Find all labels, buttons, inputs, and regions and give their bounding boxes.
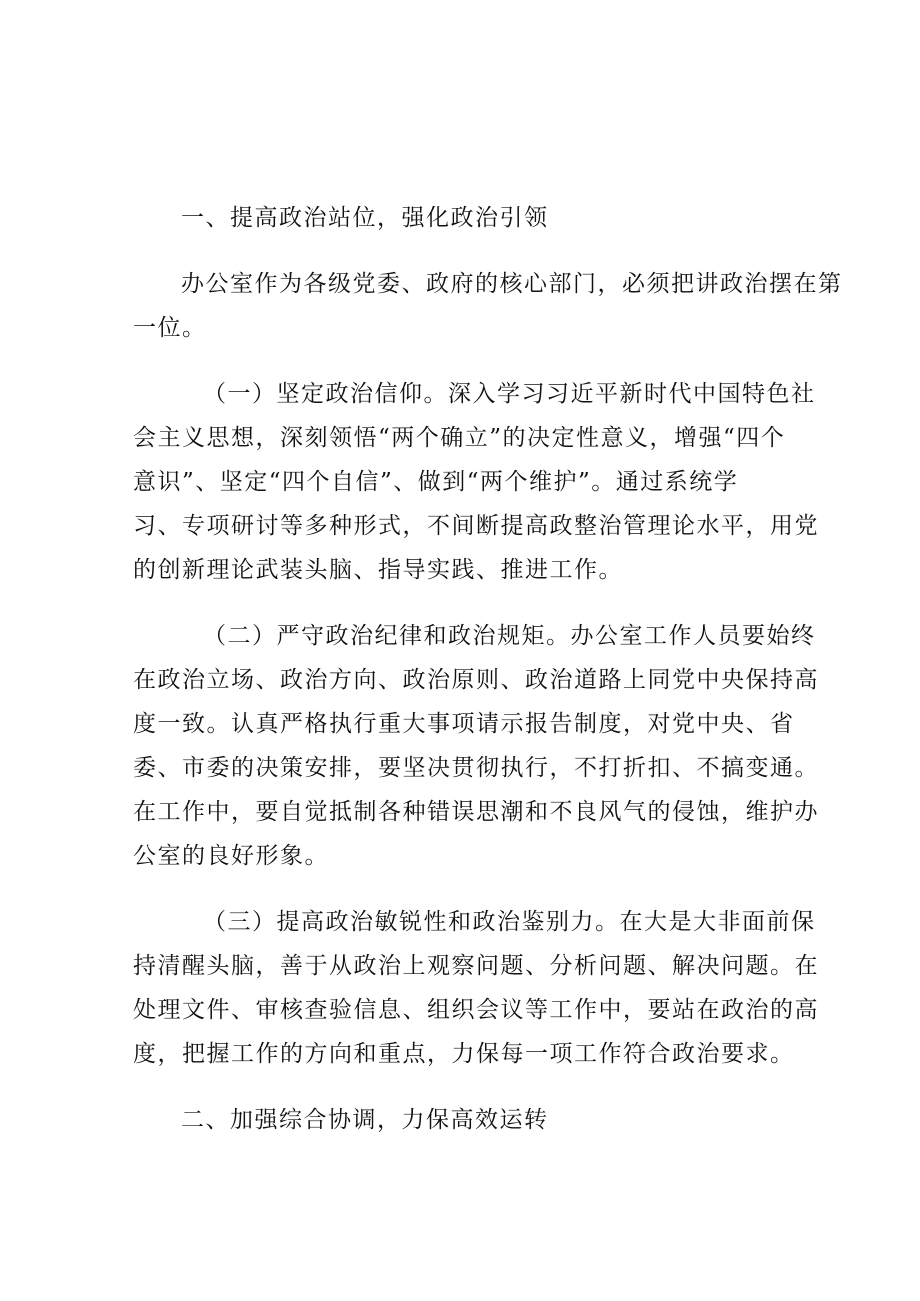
paragraph-line: 持清醒头脑，善于从政治上观察问题、分析问题、解决问题。在: [133, 953, 819, 979]
intro-paragraph: [133, 262, 843, 350]
paragraph-line: 会主义思想，深刻领悟“两个确立”的决定性意义，增强“四个: [133, 425, 786, 451]
paragraph-line: （三）提高政治敏锐性和政治鉴别力。在大是大非面前保: [203, 909, 816, 935]
paragraph-line: 在工作中，要自觉抵制各种错误思潮和不良风气的侵蚀，维护办: [133, 799, 819, 825]
paragraph-line: 度，把握工作的方向和重点，力保每一项工作符合政治要求。: [133, 1041, 795, 1067]
item-paragraph-2: [133, 614, 819, 878]
item-paragraph-1: [133, 372, 819, 592]
paragraph-line: 委、市委的决策安排，要坚决贯彻执行，不打折扣、不搞变通。: [133, 755, 819, 781]
paragraph-line: 一位。: [133, 315, 207, 341]
paragraph-line: 的创新理论武装头脑、指导实践、推进工作。: [133, 557, 623, 583]
document-body: [133, 196, 843, 1142]
section-heading-1: 一、提高政治站位，强化政治引领: [181, 205, 549, 231]
paragraph-line: （一）坚定政治信仰。深入学习习近平新时代中国特色社: [203, 381, 816, 407]
paragraph-line: 在政治立场、政治方向、政治原则、政治道路上同党中央保持高: [133, 667, 819, 693]
paragraph-line: 公室的良好形象。: [133, 843, 329, 869]
paragraph-line: 度一致。认真严格执行重大事项请示报告制度，对党中央、省: [133, 711, 795, 737]
paragraph-line: 处理文件、审核查验信息、组织会议等工作中，要站在政治的高: [133, 997, 819, 1023]
item-paragraph-3: [133, 900, 819, 1076]
paragraph-line: 意识”、坚定“四个自信”、做到“两个维护”。通过系统学: [133, 469, 739, 495]
paragraph-line: 办公室作为各级党委、政府的核心部门，必须把讲政治摆在第: [181, 271, 843, 297]
section-heading-2: 二、加强综合协调，力保高效运转: [181, 1107, 549, 1133]
paragraph-line: （二）严守政治纪律和政治规矩。办公室工作人员要始终: [203, 623, 816, 649]
paragraph-line: 习、专项研讨等多种形式，不间断提高政整治管理论水平，用党: [133, 513, 819, 539]
